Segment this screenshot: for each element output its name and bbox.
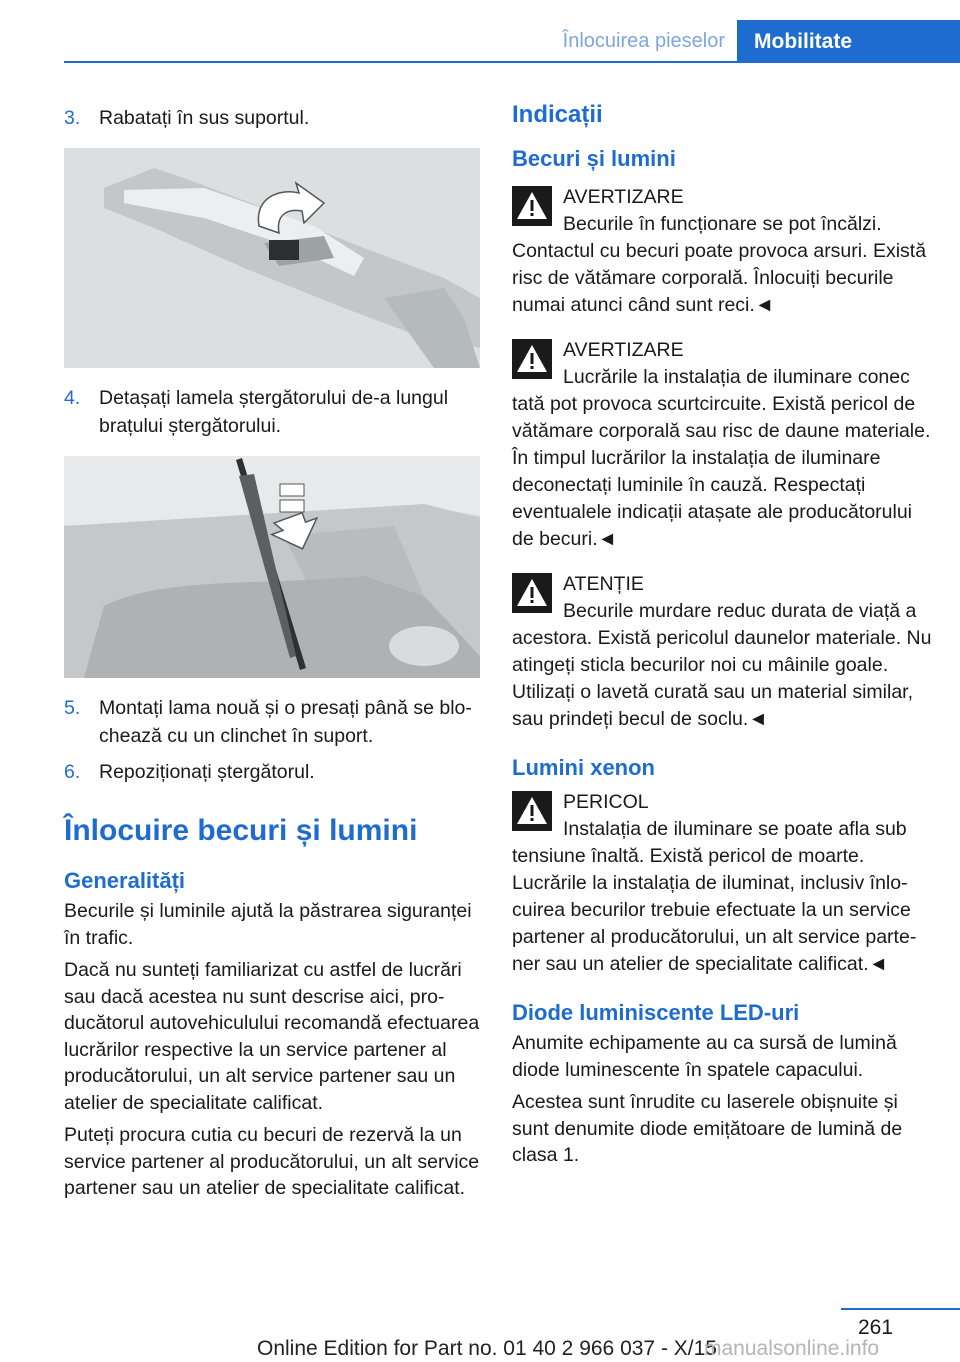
warning-triangle-icon xyxy=(512,186,552,226)
warning-triangle-icon xyxy=(512,573,552,613)
step-text: Detașați lamela ștergătorului de-a lungul brațului ștergătorului. xyxy=(99,387,449,437)
caution-block xyxy=(512,571,932,733)
wiper-arm-figure xyxy=(64,148,480,368)
warning-label: AVERTIZARE xyxy=(563,186,684,208)
step-3 xyxy=(64,104,480,132)
warning-body: tensiune înaltă. Există pericol de moarte. Lucrările la instalația de iluminat, inclusiv înlocuirea becurilor trebuie efectuate la un service partener al producătorului, un alt service partener sau un atelier de specialitate calificat.◄ xyxy=(512,845,917,975)
step-5 xyxy=(64,694,480,750)
step-6 xyxy=(64,758,480,786)
bulbs-lights-title: Becuri și lumini xyxy=(512,146,676,171)
warning-first-line: Becurile murdare reduc durata de viață a xyxy=(563,600,917,622)
warning-label: AVERTIZARE xyxy=(563,339,684,361)
watermark: manualsonline.info xyxy=(704,1337,880,1360)
generalities-paragraph-1: Becurile și luminile ajută la păstrarea siguranței în trafic. xyxy=(64,900,472,949)
header-rule xyxy=(64,61,960,63)
warning-triangle-icon xyxy=(512,791,552,831)
step-number: 4. xyxy=(64,387,81,409)
step-text: Repoziționați ștergătorul. xyxy=(99,761,315,783)
step-text: Rabatați în sus suportul. xyxy=(99,107,310,129)
led-title: Diode luminiscente LED-uri xyxy=(512,1000,800,1025)
indications-title: Indicații xyxy=(512,101,603,128)
danger-block xyxy=(512,789,932,978)
step-number: 5. xyxy=(64,697,81,719)
page-number-rule xyxy=(841,1308,960,1310)
led-paragraph-1: Anumite echipamente au ca sursă de lumină diode luminescente în spatele capacului. xyxy=(512,1032,897,1081)
led-paragraph-2: Acestea sunt înrudite cu laserele obișnuite și sunt denumite diode emițătoare de lumină de clasa 1. xyxy=(512,1091,903,1166)
generalities-title: Generalități xyxy=(64,868,186,893)
warning-block-1 xyxy=(512,184,932,319)
page-number: 261 xyxy=(858,1316,894,1339)
wiper-blade-figure xyxy=(64,456,480,678)
wiper-blade-illustration xyxy=(64,456,480,678)
warning-triangle-icon xyxy=(512,339,552,379)
warning-block-2 xyxy=(512,337,932,553)
step-4 xyxy=(64,384,480,440)
edition-footer: Online Edition for Part no. 01 40 2 966 037 - X/15 xyxy=(257,1337,717,1360)
step-number: 3. xyxy=(64,107,81,129)
right-column xyxy=(512,100,932,1169)
step-number: 6. xyxy=(64,761,81,783)
section-title: Înlocuire becuri și lumini xyxy=(64,814,418,847)
left-column xyxy=(64,96,480,1202)
step-text: Montați lama nouă și o presați până se blochează cu un clinchet în suport. xyxy=(99,697,472,747)
warning-first-line: Lucrările la instalația de iluminare conec xyxy=(563,366,910,388)
warning-first-line: Becurile în funcționare se pot încălzi. xyxy=(563,213,882,235)
warning-body: acestora. Există pericolul daunelor materiale. Nu atingeți sticla becurilor noi cu mâinile goale. Utilizați o lavetă curată sau un material similar, sau prindeți becul de soclu.◄ xyxy=(512,627,932,730)
header-section-tab: Mobilitate xyxy=(737,20,960,62)
xenon-title: Lumini xenon xyxy=(512,755,655,780)
warning-body: Contactul cu becuri poate provoca arsuri. Există risc de vătămare corporală. Înlocuiți becurile numai atunci când sunt reci.◄ xyxy=(512,240,927,316)
warning-body: tată pot provoca scurtcircuite. Există pericol de vătămare corporală sau risc de daune materiale. În timpul lucrărilor la instalația de iluminare deconectați luminile în cauză. Respectați eventualele indicații atașate ale producătorului de becuri.◄ xyxy=(512,393,931,550)
warning-label: PERICOL xyxy=(563,791,649,813)
header-chapter: Înlocuirea pieselor xyxy=(562,30,725,52)
warning-label: ATENȚIE xyxy=(563,573,644,595)
generalities-paragraph-2: Dacă nu sunteți familiarizat cu astfel de lucrări sau dacă acestea nu sunt descrise aici, producătorul autovehiculului recomandă efectuarea lucrărilor respective la un service partener al producătorului, un alt service partener sau un atelier de specialitate calificat. xyxy=(64,959,480,1114)
wiper-arm-illustration xyxy=(64,148,480,368)
generalities-paragraph-3: Puteți procura cutia cu becuri de rezervă la un service partener al producătorului, un alt service partener sau un atelier de specialitate calificat. xyxy=(64,1124,480,1199)
warning-first-line: Instalația de iluminare se poate afla sub xyxy=(563,818,907,840)
